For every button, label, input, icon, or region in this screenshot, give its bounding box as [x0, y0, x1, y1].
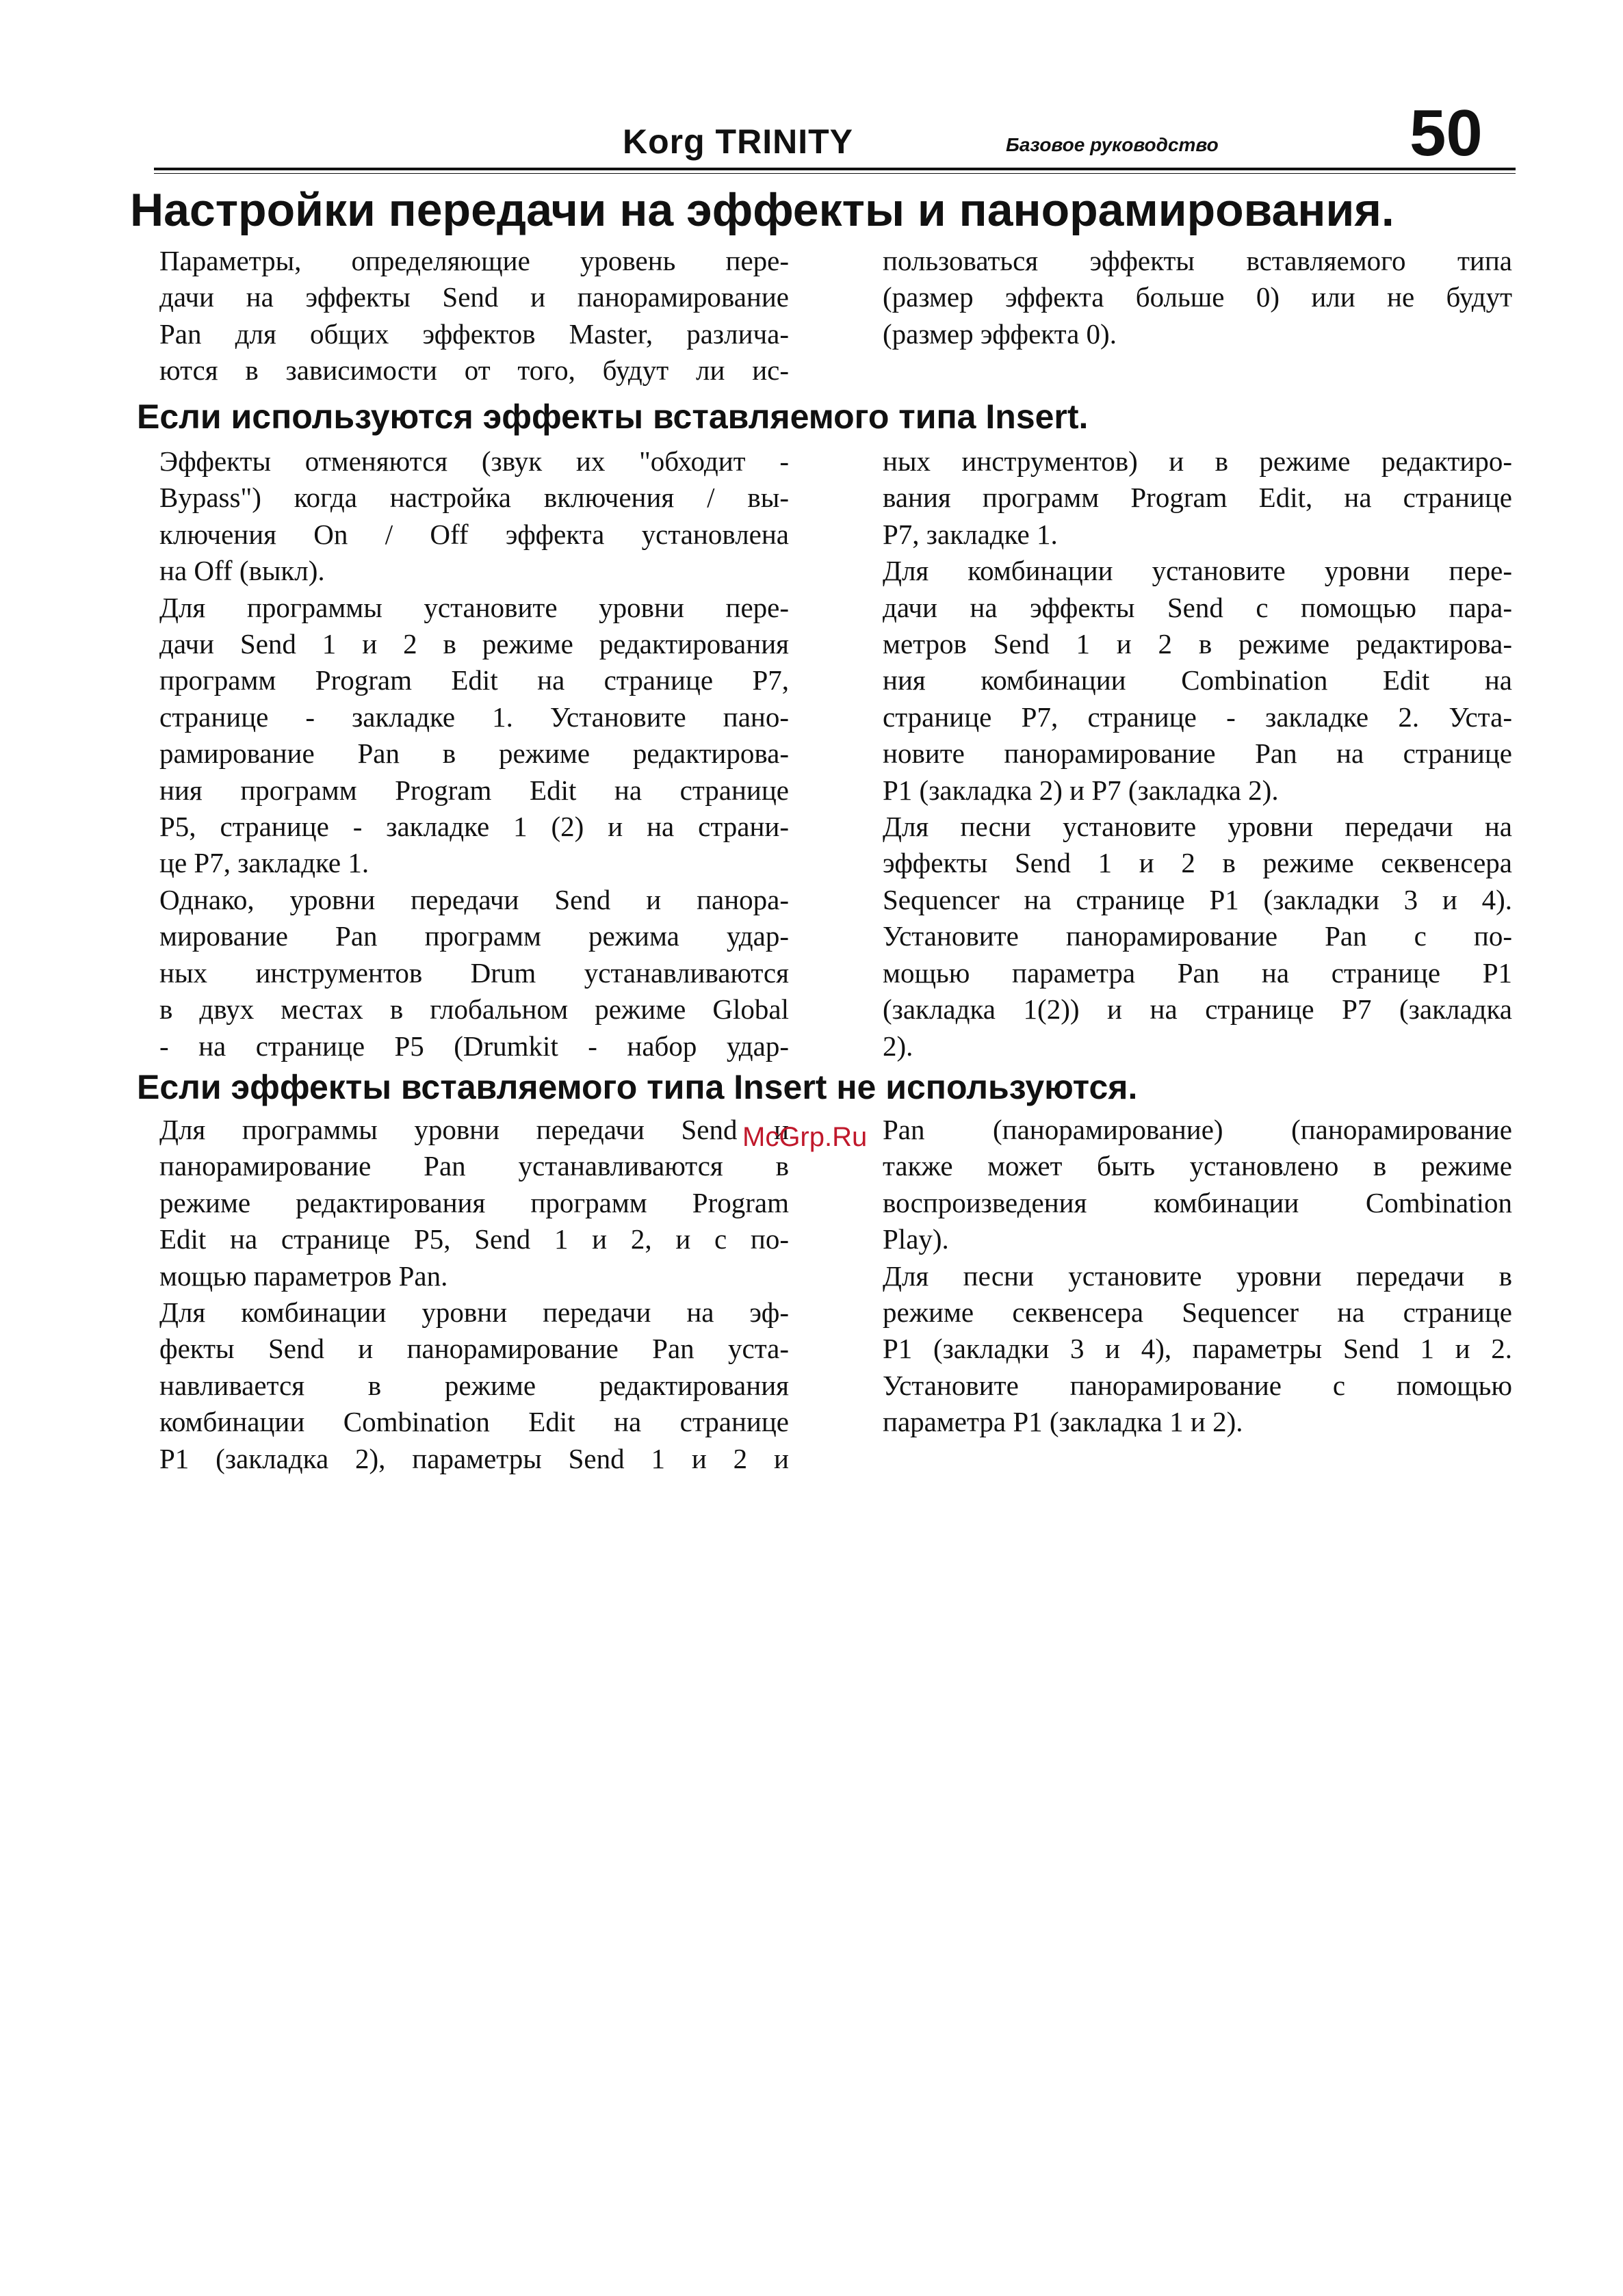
text-line: рамирование Pan в режиме редактирова- [159, 738, 789, 770]
text-line: P1 (закладки 3 и 4), параметры Send 1 и 2. [883, 1333, 1512, 1365]
section1-heading: Если используются эффекты вставляемого типа Insert. [137, 397, 1089, 436]
text-line: Для комбинации установите уровни пере- [883, 555, 1512, 587]
text-line: (размер эффекта больше 0) или не будут [883, 281, 1512, 313]
text-line: мощью параметра Pan на странице P1 [883, 956, 1512, 989]
text-line: ния комбинации Combination Edit на [883, 664, 1512, 696]
paragraph [159, 590, 789, 882]
text-line: дачи на эффекты Send и панорамирование [159, 281, 789, 313]
text-line: метров Send 1 и 2 в режиме редактирова- [883, 628, 1512, 660]
text-line: также может быть установлено в режиме [883, 1150, 1512, 1182]
text-line: панорамирование Pan устанавливаются в [159, 1150, 789, 1182]
text-line: режиме редактирования программ Program [159, 1186, 789, 1218]
text-line: пользоваться эффекты вставляемого типа [883, 245, 1512, 276]
text-line: Установите панорамирование с помощью [883, 1369, 1512, 1401]
header-subtitle: Базовое руководство [1006, 134, 1219, 155]
text-line: Для программы уровни передачи Send и [159, 1114, 789, 1145]
text-line: Pan (панорамирование) (панорамирование [883, 1114, 1512, 1145]
text-line: фекты Send и панорамирование Pan уста- [159, 1333, 789, 1365]
paragraph [159, 882, 789, 1065]
text-line: режиме секвенсера Sequencer на странице [883, 1296, 1512, 1329]
text-line: дачи на эффекты Send с помощью пара- [883, 591, 1512, 623]
text-line: дачи Send 1 и 2 в режиме редактирования [159, 628, 789, 660]
text-line: Для программы установите уровни пере- [159, 591, 789, 623]
text-line: на Off (выкл). [159, 555, 325, 587]
paragraph [883, 553, 1512, 809]
intro-left-column [159, 243, 789, 389]
text-line: навливается в режиме редактирования [159, 1369, 789, 1401]
text-line: программ Program Edit на странице P7, [159, 664, 789, 696]
text-line: комбинации Combination Edit на странице [159, 1406, 789, 1438]
text-line: воспроизведения комбинации Combination [883, 1186, 1512, 1218]
paragraph [159, 1294, 789, 1477]
intro-right-column [883, 243, 1512, 352]
text-line: Pan для общих эффектов Master, различа- [159, 317, 789, 350]
text-line: странице P7, странице - закладке 2. Уста- [883, 701, 1512, 733]
text-line: странице - закладке 1. Установите пано- [159, 701, 789, 733]
section1-left-column [159, 443, 789, 1065]
text-line: Установите панорамирование Pan с по- [883, 920, 1512, 952]
text-line: Для песни установите уровни передачи на [883, 811, 1512, 843]
page-number: 50 [1410, 96, 1483, 170]
paragraph [883, 1258, 1512, 1441]
text-line: (размер эффекта 0). [883, 317, 1117, 350]
text-line: це P7, закладке 1. [159, 847, 369, 879]
text-line: 2). [883, 1030, 913, 1062]
text-line: ных инструментов) и в режиме редактиро- [883, 445, 1512, 477]
text-line: ния программ Program Edit на странице [159, 774, 789, 806]
page-title: Настройки передачи на эффекты и панорамирования. [130, 184, 1394, 236]
text-line: Эффекты отменяются (звук их "обходит - [159, 445, 789, 477]
text-line: ключения On / Off эффекта установлена [159, 518, 789, 550]
text-line: новите панорамирование Pan на странице [883, 738, 1512, 770]
watermark: McGrp.Ru [742, 1122, 868, 1152]
text-line: Edit на странице P5, Send 1 и 2, и с по- [159, 1223, 789, 1255]
text-line: ются в зависимости от того, будут ли ис- [159, 354, 789, 387]
text-line: P5, странице - закладке 1 (2) и на страни- [159, 811, 789, 843]
section1-right-column [883, 443, 1512, 1065]
section2-left-column [159, 1112, 789, 1477]
text-line: Sequencer на странице P1 (закладки 3 и 4). [883, 883, 1512, 915]
text-line: параметра P1 (закладка 1 и 2). [883, 1406, 1243, 1438]
paragraph [883, 443, 1512, 553]
text-line: Bypass") когда настройка включения / вы- [159, 482, 789, 514]
text-line: Для комбинации уровни передачи на эф- [159, 1296, 789, 1329]
section2-heading: Если эффекты вставляемого типа Insert не используются. [137, 1068, 1138, 1106]
text-line: эффекты Send 1 и 2 в режиме секвенсера [883, 847, 1512, 879]
text-line: мирование Pan программ режима удар- [159, 920, 789, 952]
paragraph [883, 1112, 1512, 1258]
header-brand: Korg TRINITY [623, 122, 853, 161]
paragraph [159, 1112, 789, 1294]
text-line: в двух местах в глобальном режиме Global [159, 993, 789, 1026]
paragraph [159, 443, 789, 590]
paragraph [883, 809, 1512, 1065]
text-line: Play). [883, 1223, 949, 1255]
text-line: мощью параметров Pan. [159, 1260, 448, 1292]
text-line: Для песни установите уровни передачи в [883, 1260, 1512, 1292]
text-line: вания программ Program Edit, на странице [883, 482, 1512, 514]
text-line: P1 (закладка 2) и P7 (закладка 2). [883, 774, 1279, 806]
header-rule [154, 168, 1516, 174]
text-line: - на странице P5 (Drumkit - набор удар- [159, 1030, 789, 1062]
text-line: P7, закладке 1. [883, 518, 1058, 550]
section2-right-column [883, 1112, 1512, 1441]
text-line: P1 (закладка 2), параметры Send 1 и 2 и [159, 1442, 789, 1474]
text-line: ных инструментов Drum устанавливаются [159, 956, 789, 989]
text-line: Параметры, определяющие уровень пере- [159, 245, 789, 276]
text-line: Однако, уровни передачи Send и панора- [159, 883, 789, 915]
text-line: (закладка 1(2)) и на странице P7 (закладка [883, 993, 1512, 1026]
